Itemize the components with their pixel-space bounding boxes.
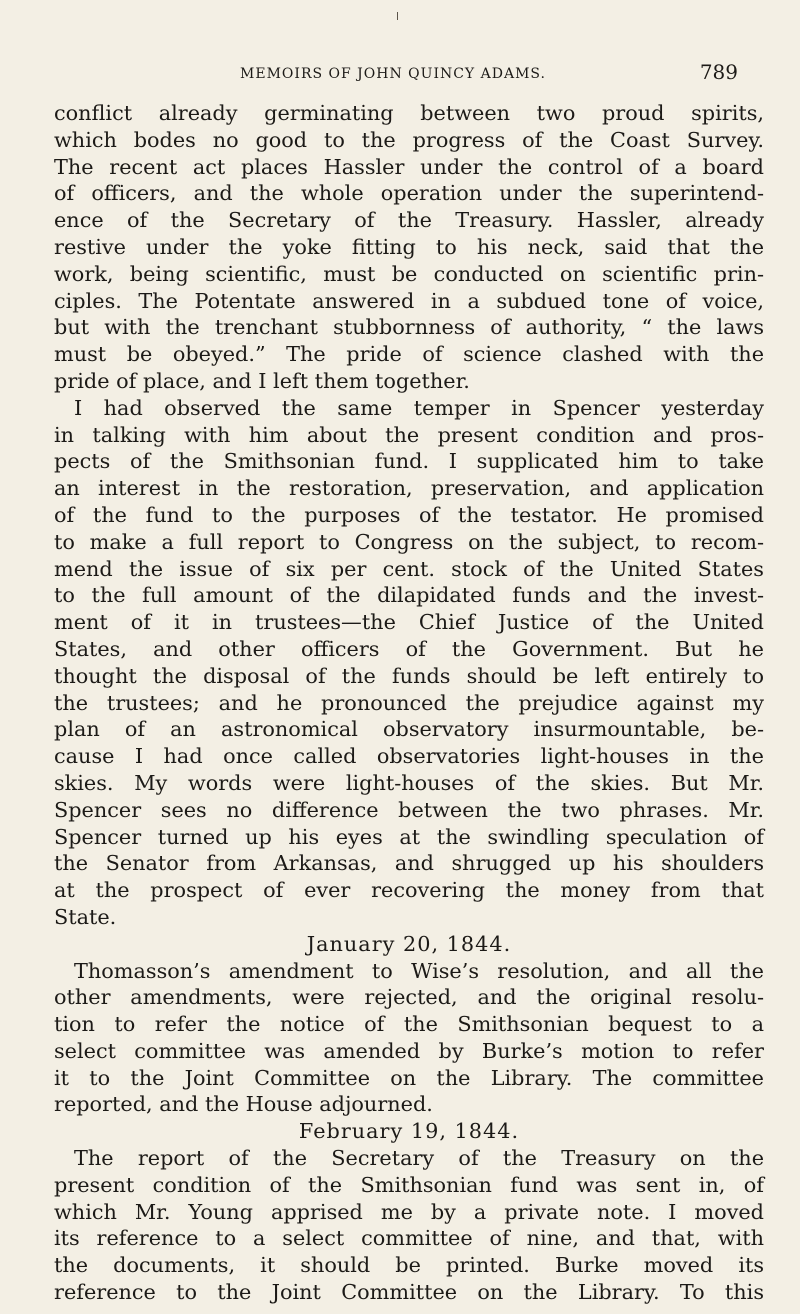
- paragraph-start: I had observed the same temper in Spencer yesterday: [74, 395, 764, 420]
- text-line: the documents, it should be printed. Burke moved its: [54, 1253, 764, 1278]
- text-line: the trustees; and he pronounced the prejudice against my: [54, 690, 764, 715]
- text-line: ment of it in trustees—the Chief Justice of the United: [54, 610, 764, 635]
- text-line: tion to refer the notice of the Smithsonian bequest to a: [54, 1012, 764, 1037]
- text-line: reference to the Joint Committee on the Library. To this: [54, 1280, 764, 1305]
- text-line: the Senator from Arkansas, and shrugged up his shoulders: [54, 851, 764, 876]
- text-line: of officers, and the whole operation under the superintend-: [54, 181, 764, 206]
- text-line: which Mr. Young apprised me by a private note. I moved: [54, 1199, 764, 1224]
- text-line: select committee was amended by Burke’s motion to refer: [54, 1038, 764, 1063]
- text-line: reported, and the House adjourned.: [54, 1092, 433, 1117]
- entry-date: February 19, 1844.: [298, 1119, 520, 1144]
- text-line: present condition of the Smithsonian fund was sent in, of: [54, 1172, 764, 1197]
- text-line: it to the Joint Committee on the Library. The committee: [54, 1065, 764, 1090]
- text-line: at the prospect of ever recovering the money from that: [54, 878, 764, 903]
- entry-date: January 20, 1844.: [306, 931, 512, 956]
- text-line: other amendments, were rejected, and the original resolu-: [54, 985, 764, 1010]
- running-head: [118, 60, 738, 88]
- text-line: skies. My words were light-houses of the skies. But Mr.: [54, 770, 764, 795]
- text-line: of the fund to the purposes of the testator. He promised: [54, 502, 764, 527]
- text-line: restive under the yoke fitting to his neck, said that the: [54, 234, 764, 259]
- text-line: State.: [54, 904, 117, 929]
- text-line: ciples. The Potentate answered in a subdued tone of voice,: [54, 288, 764, 313]
- text-line: Spencer sees no difference between the two phrases. Mr.: [54, 797, 764, 822]
- text-line: which bodes no good to the progress of the Coast Survey.: [54, 127, 764, 152]
- print-mark: [397, 12, 398, 20]
- text-line: pride of place, and I left them together.: [54, 368, 470, 393]
- text-line: its reference to a select committee of nine, and that, with: [54, 1226, 764, 1251]
- body-text: [54, 100, 764, 1306]
- text-line: to make a full report to Congress on the subject, to recom-: [54, 529, 764, 554]
- running-title: MEMOIRS OF JOHN QUINCY ADAMS.: [240, 66, 546, 82]
- page-number: 789: [699, 60, 738, 84]
- text-line: must be obeyed.” The pride of science clashed with the: [54, 342, 764, 367]
- text-line: to the full amount of the dilapidated funds and the invest-: [54, 583, 764, 608]
- text-line: ence of the Secretary of the Treasury. Hassler, already: [54, 208, 764, 233]
- text-line: cause I had once called observatories light-houses in the: [54, 744, 764, 769]
- text-line: pects of the Smithsonian fund. I supplicated him to take: [54, 449, 764, 474]
- text-line: Spencer turned up his eyes at the swindling speculation of: [54, 824, 764, 849]
- text-line: conflict already germinating between two proud spirits,: [54, 101, 764, 125]
- paragraph-start: The report of the Secretary of the Treasury on the: [74, 1146, 764, 1171]
- text-line: mend the issue of six per cent. stock of the United States: [54, 556, 764, 581]
- text-line: thought the disposal of the funds should be left entirely to: [54, 663, 764, 688]
- text-line: but with the trenchant stubbornness of authority, “ the laws: [54, 315, 764, 340]
- text-line: The recent act places Hassler under the control of a board: [54, 154, 764, 179]
- text-line: an interest in the restoration, preservation, and application: [54, 476, 764, 501]
- text-line: States, and other officers of the Government. But he: [54, 636, 764, 661]
- paragraph-start: Thomasson’s amendment to Wise’s resolution, and all the: [74, 958, 764, 983]
- text-line: in talking with him about the present condition and pros-: [54, 422, 764, 447]
- text-line: plan of an astronomical observatory insurmountable, be-: [54, 717, 764, 742]
- text-line: work, being scientific, must be conducted on scientific prin-: [54, 261, 764, 286]
